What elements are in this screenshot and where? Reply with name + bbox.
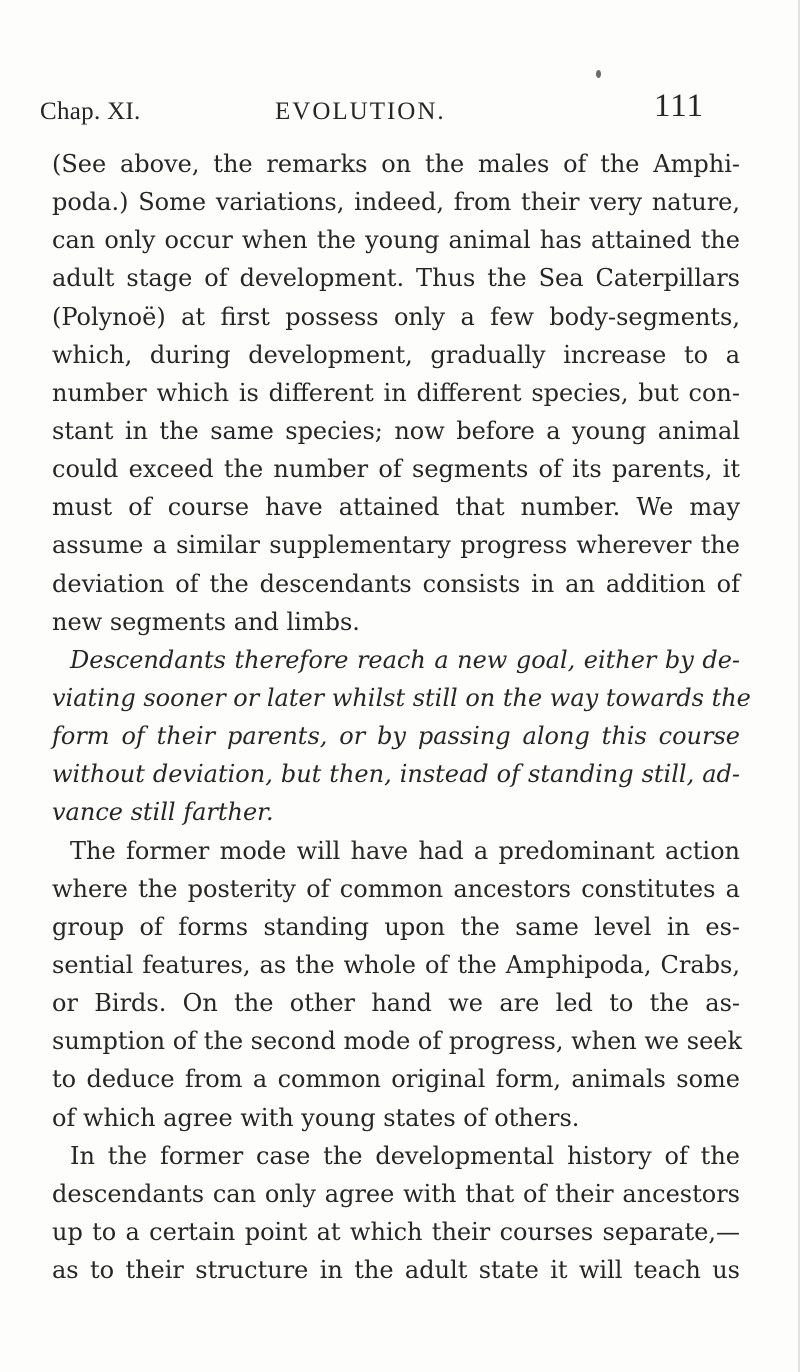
text-line: new segments and limbs. bbox=[52, 607, 360, 636]
text-line: number which is different in different species, but con- bbox=[52, 378, 740, 407]
text-line: can only occur when the young animal has attained the bbox=[52, 226, 740, 255]
text-line: descendants can only agree with that of their ancestors bbox=[52, 1179, 740, 1208]
text-line: In the former case the developmental history of the bbox=[70, 1141, 740, 1170]
italic-text-line: Descendants therefore reach a new goal, either by de- bbox=[70, 645, 740, 674]
italic-text-line: without deviation, but then, instead of standing still, ad- bbox=[52, 760, 740, 789]
text-line: group of forms standing upon the same level in es- bbox=[52, 912, 740, 941]
text-line: sumption of the second mode of progress, when we seek bbox=[52, 1027, 743, 1056]
text-line: assume a similar supplementary progress wherever the bbox=[52, 531, 740, 560]
text-line: or Birds. On the other hand we are led to the as- bbox=[52, 989, 740, 1018]
ink-speck bbox=[596, 70, 601, 78]
italic-text-line: vance still farther. bbox=[52, 798, 274, 827]
text-line: must of course have attained that number. We may bbox=[52, 493, 740, 522]
running-title: EVOLUTION. bbox=[275, 98, 446, 125]
italic-text-line: viating sooner or later whilst still on the way towards the bbox=[52, 683, 751, 712]
text-line: (See above, the remarks on the males of the Amphi- bbox=[52, 150, 740, 178]
text-line: poda.) Some variations, indeed, from their very nature, bbox=[52, 188, 740, 217]
text-line: as to their structure in the adult state it will teach us bbox=[52, 1256, 740, 1285]
text-line: which, during development, gradually increase to a bbox=[52, 340, 740, 369]
text-line: where the posterity of common ancestors constitutes a bbox=[52, 874, 740, 903]
text-line: deviation of the descendants consists in an addition of bbox=[52, 569, 740, 598]
text-line: (Polynoë) at first possess only a few body-segments, bbox=[52, 302, 740, 331]
italic-text-line: form of their parents, or by passing along this course bbox=[52, 722, 740, 751]
text-line: to deduce from a common original form, animals some bbox=[52, 1065, 740, 1094]
chapter-label: Chap. XI. bbox=[40, 98, 141, 125]
text-line: The former mode will have had a predominant action bbox=[70, 836, 740, 865]
running-header bbox=[40, 88, 760, 128]
text-line: of which agree with young states of others. bbox=[52, 1103, 580, 1132]
text-line: adult stage of development. Thus the Sea Caterpillars bbox=[52, 264, 740, 293]
text-line: could exceed the number of segments of its parents, it bbox=[52, 455, 740, 484]
text-line: up to a certain point at which their courses separate,— bbox=[52, 1217, 740, 1246]
body-text bbox=[52, 145, 751, 1289]
page-number: 111 bbox=[654, 88, 705, 124]
text-line: stant in the same species; now before a young animal bbox=[52, 416, 740, 445]
text-line: sential features, as the whole of the Amphipoda, Crabs, bbox=[52, 950, 740, 979]
